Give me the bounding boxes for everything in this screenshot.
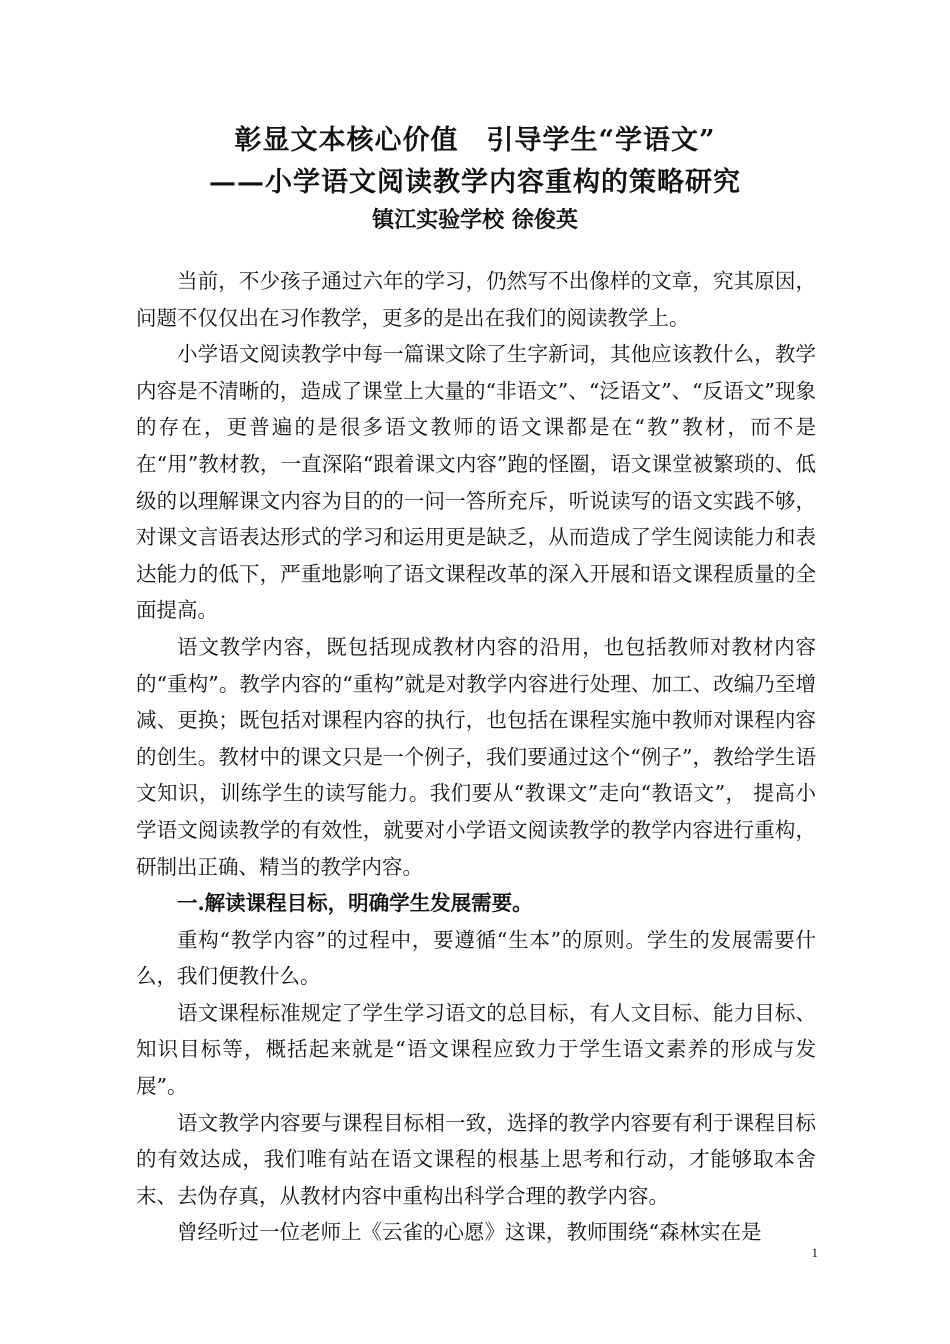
paragraph: 语文课程标准规定了学生学习语文的总目标，有人文目标、能力目标、知识目标等，概括起来就是“语文课程应致力于学生语文素养的形成与发展”。 [136,1000,816,1099]
paragraph: 重构“教学内容”的过程中，要遵循“生本”的原则。学生的发展需要什么，我们便教什么。 [136,927,816,989]
document-subtitle: ——小学语文阅读教学内容重构的策略研究 [209,167,741,198]
paragraph: 当前，不少孩子通过六年的学习，仍然写不出像样的文章，究其原因，问题不仅仅出在习作教学，更多的是出在我们的阅读教学上。 [136,269,816,330]
page-number: 1 [811,1245,818,1260]
document-author: 镇江实验学校 徐俊英 [372,207,578,233]
paragraph: 小学语文阅读教学中每一篇课文除了生字新词，其他应该教什么，教学内容是不清晰的，造成了课堂上大量的“非语文”、“泛语文”、“反语文”现象的存在，更普遍的是很多语文教师的语文课都是在“教”教材，而不是在“用”教材教，一直深陷“跟着课文内容”跑的怪圈，语文课堂被繁琐的、低级的以理解课文内容为目的的一问一答所充斥，听说读写的语文实践不够，对课文言语表达形式的学习和运用更是缺乏，从而造成了学生阅读能力和表达能力的低下，严重地影响了语文课程改革的深入开展和语文课程质量的全面提高。 [136,342,816,623]
paragraph: 语文教学内容，既包括现成教材内容的沿用，也包括教师对教材内容的“重构”。教学内容的“重构”就是对教学内容进行处理、加工、改编乃至增减、更换；既包括对课程内容的执行，也包括在课程实施中教师对课程内容的创生。教材中的课文只是一个例子，我们要通过这个“例子”，教给学生语文知识，训练学生的读写能力。我们要从“教课文”走向“教语文”， 提高小学语文阅读教学的有效性，就要对小学语文阅读教学的教学内容进行重构，研制出正确、精当的教学内容。 [136,634,816,879]
document-body [136,263,816,1251]
paragraph: 语文教学内容要与课程目标相一致，选择的教学内容要有利于课程目标的有效达成，我们唯有站在语文课程的根基上思考和行动，才能够取本舍末、去伪存真，从教材内容中重构出科学合理的教学内容。 [136,1110,816,1208]
section-heading: 一.解读课程目标，明确学生发展需要。 [177,891,533,916]
paragraph: 曾经听过一位老师上《云雀的心愿》这课，教师围绕“森林实在是 [177,1220,762,1245]
document-title: 彰显文本核心价值 引导学生“学语文” [234,125,716,156]
